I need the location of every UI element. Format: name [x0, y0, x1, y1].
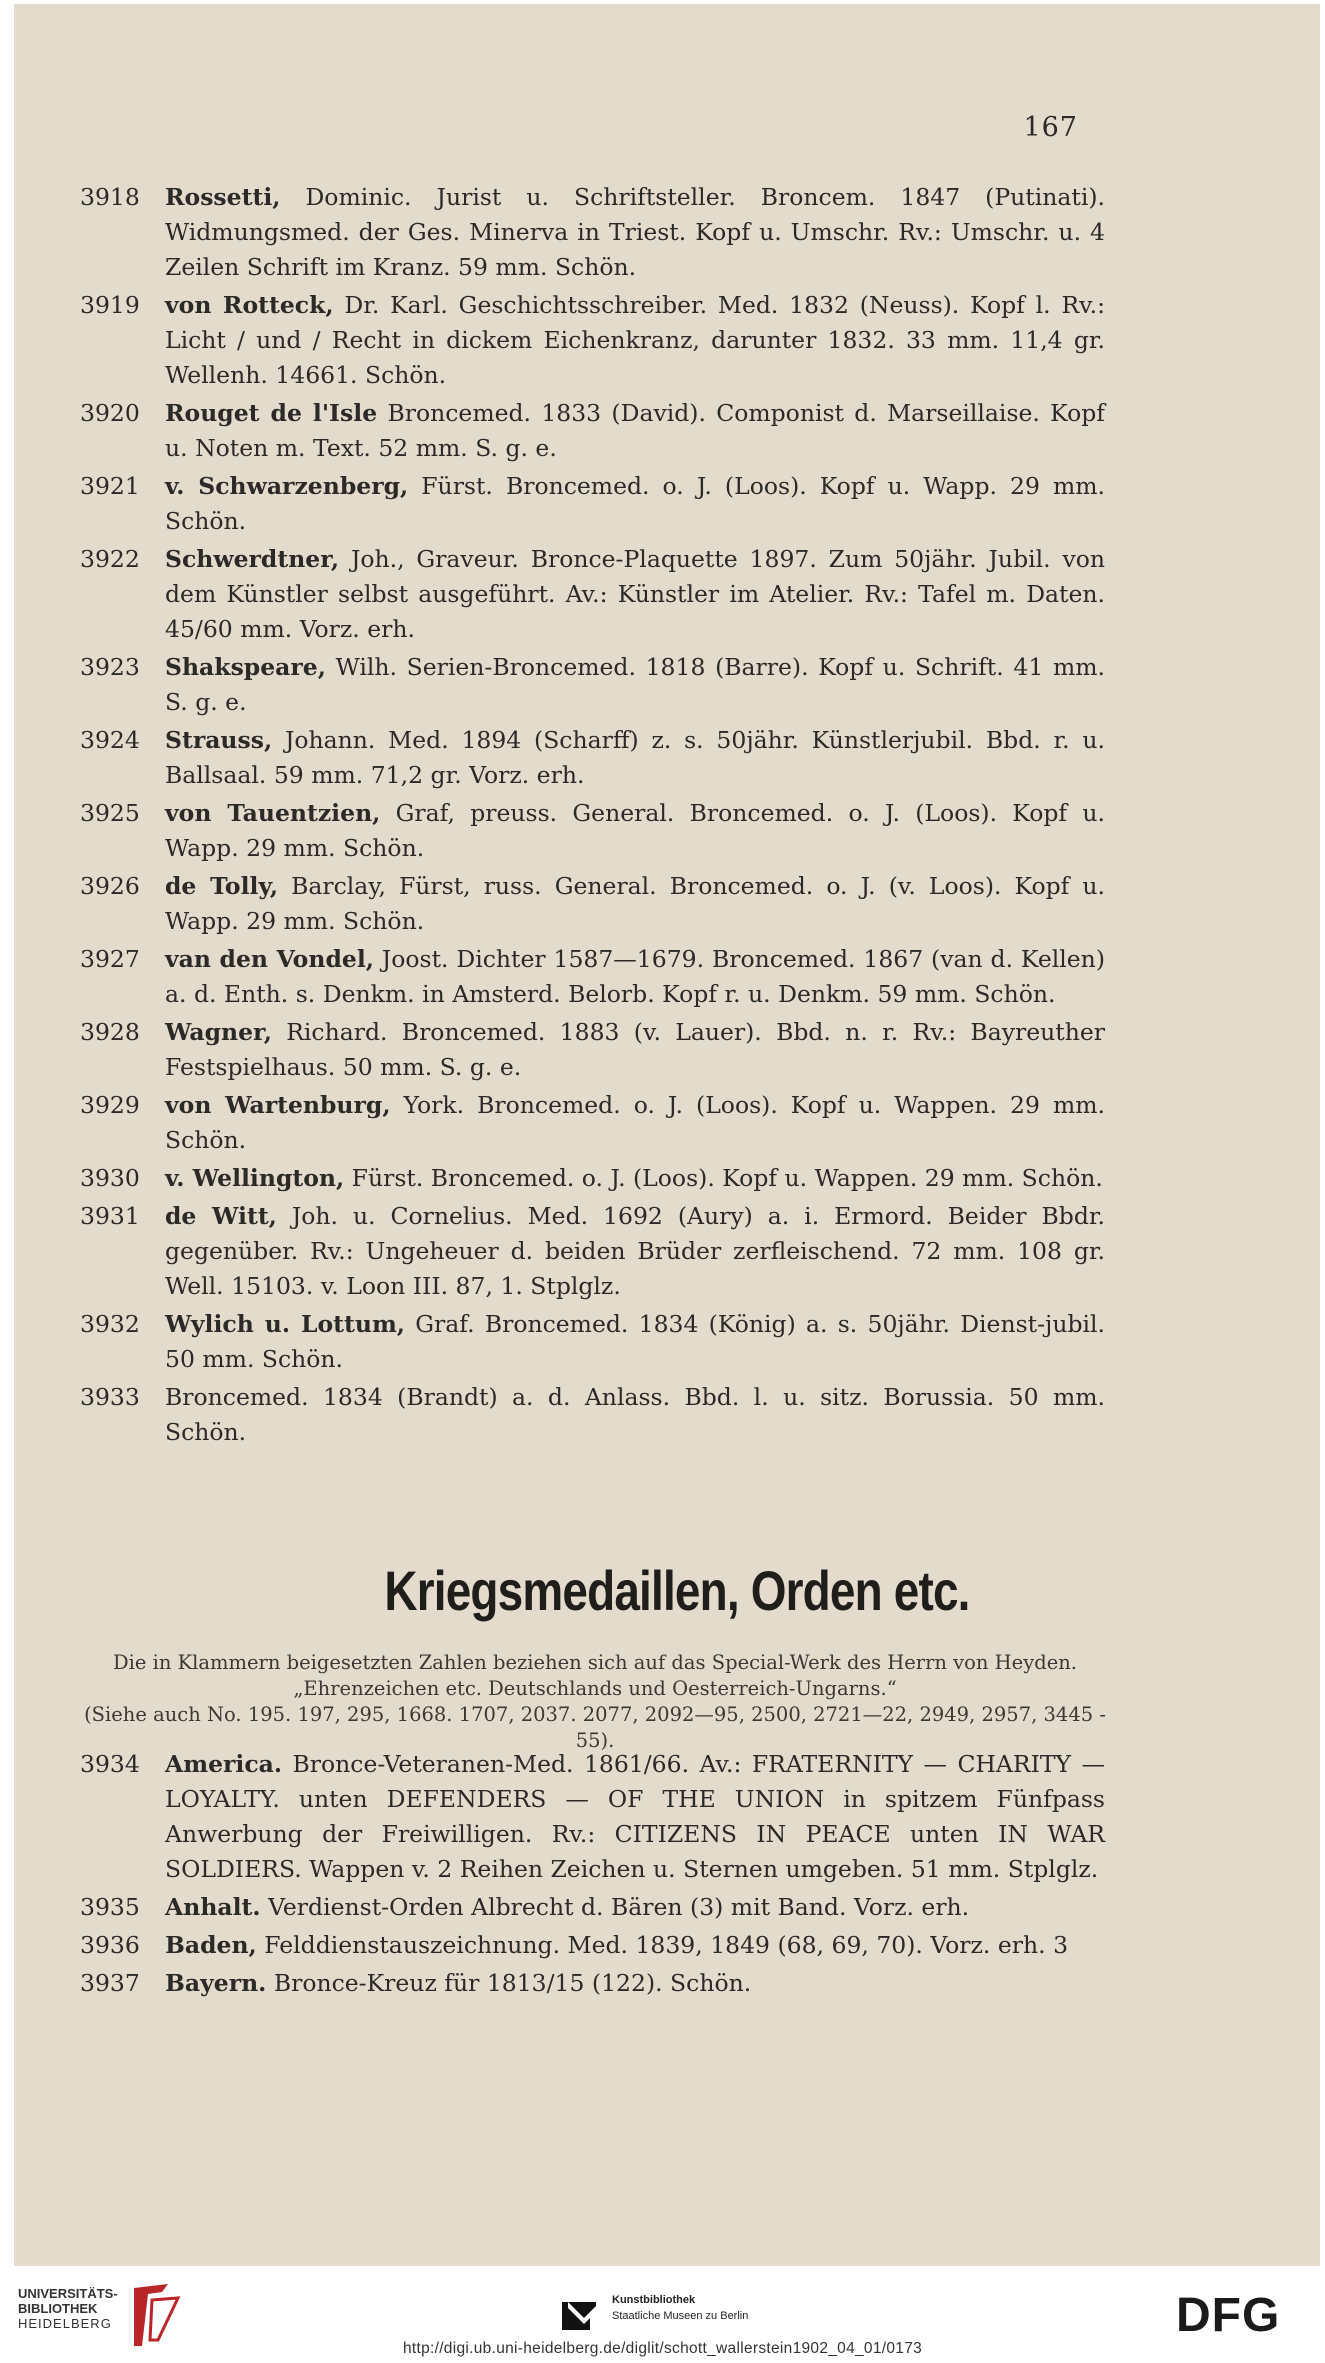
- entry-name: Shakspeare,: [165, 653, 326, 681]
- section-heading: Kriegsmedaillen, Orden etc.: [384, 1559, 970, 1622]
- catalog-entry: [80, 723, 1105, 793]
- catalog-entry: [80, 1015, 1105, 1085]
- entry-number: 3920: [80, 399, 140, 427]
- entry-number: 3921: [80, 472, 140, 500]
- entry-number: 3919: [80, 291, 140, 319]
- entry-number: 3924: [80, 726, 140, 754]
- entry-name: v. Schwarzenberg,: [165, 472, 409, 500]
- entry-name: de Tolly,: [165, 872, 279, 900]
- catalog-entry: [80, 396, 1105, 466]
- entry-number: 3926: [80, 872, 140, 900]
- entry-text: Johann. Med. 1894 (Scharff) z. s. 50jähr. Künstlerjubil. Bbd. r. u. Ballsaal. 59 mm. 71,2 gr. Vorz. erh.: [165, 726, 1105, 789]
- catalog-entry: [80, 796, 1105, 866]
- entry-number: 3936: [80, 1931, 140, 1959]
- entry-name: de Witt,: [165, 1202, 277, 1230]
- entry-name: Wylich u. Lottum,: [165, 1310, 405, 1338]
- footer-bar: [0, 2268, 1325, 2363]
- uni-logo-line: BIBLIOTHEK: [18, 2301, 98, 2316]
- entry-text: Fürst. Broncemed. o. J. (Loos). Kopf u. Wappen. 29 mm. Schön.: [344, 1164, 1103, 1192]
- note-line: (Siehe auch No. 195. 197, 295, 1668. 1707, 2037. 2077, 2092—95, 2500, 2721—22, 2949, 2957, 3445 - 55).: [84, 1703, 1106, 1752]
- entry-number: 3932: [80, 1310, 140, 1338]
- kunstbibliothek-label[interactable]: [612, 2292, 748, 2324]
- entry-text: Broncemed. 1834 (Brandt) a. d. Anlass. Bbd. l. u. sitz. Borussia. 50 mm. Schön.: [165, 1383, 1105, 1446]
- entry-name: Bayern.: [165, 1969, 267, 1997]
- entry-number: 3935: [80, 1893, 140, 1921]
- catalog-entry: [80, 942, 1105, 1012]
- entry-number: 3925: [80, 799, 140, 827]
- scanned-page: [14, 4, 1320, 2266]
- entry-number: 3930: [80, 1164, 140, 1192]
- entry-text: Broncemed. 1833 (David). Componist d. Marseillaise. Kopf u. Noten m. Text. 52 mm. S. g. e.: [165, 399, 1105, 462]
- entry-name: von Tauentzien,: [165, 799, 381, 827]
- entry-name: Rossetti,: [165, 183, 281, 211]
- entry-number: 3933: [80, 1383, 140, 1411]
- catalog-entry: [80, 1890, 1105, 1925]
- note-line: Die in Klammern beigesetzten Zahlen beziehen sich auf das Special-Werk des Herrn von Heyden. „Ehrenzeichen etc. Deutschlands und Oesterreich-Ungarns.“: [112, 1651, 1078, 1700]
- entry-number: 3937: [80, 1969, 140, 1997]
- catalog-entry: [80, 869, 1105, 939]
- catalog-entry: [80, 1307, 1105, 1377]
- entry-name: van den Vondel,: [165, 945, 374, 973]
- catalog-entry: [80, 650, 1105, 720]
- source-url[interactable]: http://digi.ub.uni-heidelberg.de/diglit/schott_wallerstein1902_04_01/0173: [402, 2340, 923, 2357]
- entry-number: 3927: [80, 945, 140, 973]
- entry-name: von Rotteck,: [165, 291, 334, 319]
- kb-title: Kunstbibliothek: [612, 2294, 696, 2306]
- entry-number: 3929: [80, 1091, 140, 1119]
- entry-text: Felddienstauszeichnung. Med. 1839, 1849 (68, 69, 70). Vorz. erh. 3: [256, 1931, 1069, 1959]
- entry-text: Barclay, Fürst, russ. General. Broncemed. o. J. (v. Loos). Kopf u. Wapp. 29 mm. Schön.: [165, 872, 1105, 935]
- entry-number: 3923: [80, 653, 140, 681]
- entry-text: Joost. Dichter 1587—1679. Broncemed. 1867 (van d. Kellen) a. d. Enth. s. Denkm. in Amsterd. Belorb. Kopf r. u. Denkm. 59 mm. Schön.: [165, 945, 1105, 1008]
- catalog-entry: [80, 1747, 1105, 1887]
- entry-text: Joh. u. Cornelius. Med. 1692 (Aury) a. i. Ermord. Beider Bbdr. gegenüber. Rv.: Ungeheuer d. beiden Brüder zerfleischend. 72 mm. 108 gr. Well. 15103. v. Loon III. 87, 1. Stplglz.: [165, 1202, 1105, 1300]
- catalog-entry: [80, 1199, 1105, 1304]
- entry-name: v. Wellington,: [165, 1164, 345, 1192]
- entry-text: Wilh. Serien-Broncemed. 1818 (Barre). Kopf u. Schrift. 41 mm. S. g. e.: [165, 653, 1105, 716]
- catalog-entry: [80, 469, 1105, 539]
- entry-text: Joh., Graveur. Bronce-Plaquette 1897. Zum 50jähr. Jubil. von dem Künstler selbst ausgeführt. Av.: Künstler im Atelier. Rv.: Tafel m. Daten. 45/60 mm. Vorz. erh.: [165, 545, 1105, 643]
- uni-heidelberg-logo[interactable]: [18, 2286, 118, 2331]
- catalog-entry: [80, 1966, 1105, 2001]
- entry-name: von Wartenburg,: [165, 1091, 391, 1119]
- entry-number: 3918: [80, 183, 140, 211]
- entry-text: Bronce-Veteranen-Med. 1861/66. Av.: FRATERNITY — CHARITY — LOYALTY. unten DEFENDERS — OF THE UNION in spitzem Fünfpass Anwerbung der Freiwilligen. Rv.: CITIZENS IN PEACE unten IN WAR SOLDIERS. Wappen v. 2 Reihen Zeichen u. Sternen umgeben. 51 mm. Stplglz.: [165, 1750, 1105, 1883]
- entry-text: Graf, preuss. General. Broncemed. o. J. (Loos). Kopf u. Wapp. 29 mm. Schön.: [165, 799, 1105, 862]
- entry-name: Strauss,: [165, 726, 273, 754]
- catalog-entry: [80, 288, 1105, 393]
- entry-text: Verdienst-Orden Albrecht d. Bären (3) mit Band. Vorz. erh.: [260, 1893, 970, 1921]
- entry-text: Bronce-Kreuz für 1813/15 (122). Schön.: [266, 1969, 752, 1997]
- uni-logo-line: HEIDELBERG: [18, 2316, 112, 2331]
- entry-text: Richard. Broncemed. 1883 (v. Lauer). Bbd. n. r. Rv.: Bayreuther Festspielhaus. 50 mm. S. g. e.: [165, 1018, 1105, 1081]
- entry-name: America.: [165, 1750, 283, 1778]
- uni-logo-line: UNIVERSITÄTS-: [18, 2286, 118, 2301]
- entry-number: 3928: [80, 1018, 140, 1046]
- kunstbibliothek-logo-icon: [560, 2296, 600, 2336]
- entry-text: Graf. Broncemed. 1834 (König) a. s. 50jähr. Dienst-jubil. 50 mm. Schön.: [165, 1310, 1106, 1373]
- entry-name: Anhalt.: [165, 1893, 261, 1921]
- section-note: [80, 1650, 1110, 1754]
- catalog-entry: [80, 1161, 1105, 1196]
- catalog-entry: [80, 1088, 1105, 1158]
- entry-text: Dr. Karl. Geschichtsschreiber. Med. 1832 (Neuss). Kopf l. Rv.: Licht / und / Recht in dickem Eichenkranz, darunter 1832. 33 mm. 11,4 gr. Wellenh. 14661. Schön.: [165, 291, 1106, 389]
- catalog-entry: [80, 1380, 1105, 1450]
- entry-number: 3922: [80, 545, 140, 573]
- entry-number: 3934: [80, 1750, 140, 1778]
- catalog-entries: [80, 180, 1105, 1453]
- entry-name: Wagner,: [165, 1018, 272, 1046]
- page-number: 167: [1023, 112, 1078, 143]
- entry-text: Fürst. Broncemed. o. J. (Loos). Kopf u. Wapp. 29 mm. Schön.: [165, 472, 1105, 535]
- catalog-entries-orders: [80, 1747, 1105, 2004]
- catalog-entry: [80, 180, 1105, 285]
- entry-number: 3931: [80, 1202, 140, 1230]
- dfg-logo[interactable]: DFG: [1176, 2289, 1281, 2342]
- catalog-entry: [80, 1928, 1105, 1963]
- entry-text: Dominic. Jurist u. Schriftsteller. Broncem. 1847 (Putinati). Widmungsmed. der Ges. Minerva in Triest. Kopf u. Umschr. Rv.: Umschr. u. 4 Zeilen Schrift im Kranz. 59 mm. Schön.: [165, 183, 1105, 281]
- entry-name: Baden,: [165, 1931, 257, 1959]
- catalog-entry: [80, 542, 1105, 647]
- entry-name: Schwerdtner,: [165, 545, 340, 573]
- entry-text: York. Broncemed. o. J. (Loos). Kopf u. Wappen. 29 mm. Schön.: [165, 1091, 1105, 1154]
- entry-name: Rouget de l'Isle: [165, 399, 378, 427]
- kb-subtitle: Staatliche Museen zu Berlin: [612, 2310, 749, 2322]
